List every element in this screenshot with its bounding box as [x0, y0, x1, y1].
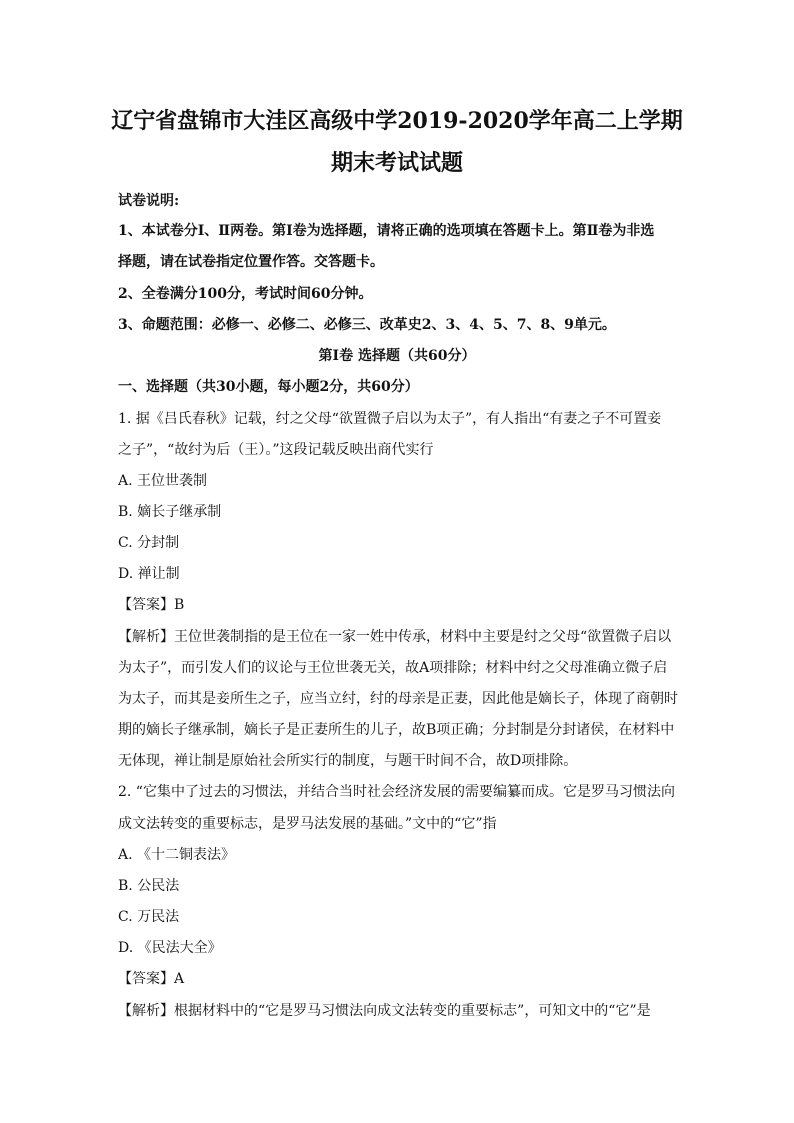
- question-1-option-c: C. 分封制: [118, 535, 180, 551]
- doc-title-line1: 辽宁省盘锦市大洼区高级中学2019-2020学年高二上学期: [111, 108, 683, 134]
- question-1-option-d: D. 禅让制: [118, 566, 180, 582]
- question-1-stem: 之子”，“故纣为后（王）。”这段记载反映出商代实行: [118, 442, 434, 458]
- question-1-analysis: 【解析】王位世袭制指的是王位在一家一姓中传承，材料中主要是纣之父母“欲置微子启以: [118, 629, 672, 645]
- question-1-analysis: 为太子”，而引发人们的议论与王位世袭无关，故A项排除；材料中纣之父母准确立微子启: [118, 660, 668, 676]
- question-2-option-b: B. 公民法: [118, 878, 180, 894]
- question-1-answer: 【答案】B: [118, 597, 185, 613]
- instructions-heading: 试卷说明:: [118, 193, 180, 209]
- question-1-analysis: 为太子，而其是妾所生之子，应当立纣，纣的母亲是正妻，因此他是嫡长子，体现了商朝时: [118, 691, 678, 707]
- doc-title-line2: 期末考试试题: [330, 150, 463, 176]
- question-1-option-a: A. 王位世袭制: [118, 473, 208, 489]
- section-title: 第Ⅰ卷 选择题（共60分）: [318, 348, 476, 364]
- section-part-heading: 一、选择题（共30小题，每小题2分，共60分）: [118, 379, 419, 395]
- question-1-stem: 1. 据《吕氏春秋》记载，纣之父母“欲置微子启以为太子”，有人指出“有妻之子不可置妾: [118, 411, 662, 427]
- question-1-analysis: 期的嫡长子继承制，嫡长子是正妻所生的儿子，故B项正确；分封制是分封诸侯，在材料中: [118, 722, 675, 738]
- instruction-item: 择题，请在试卷指定位置作答。交答题卡。: [118, 254, 384, 270]
- question-2-option-d: D. 《民法大全》: [118, 940, 222, 956]
- instruction-item: 1、本试卷分Ⅰ、Ⅱ两卷。第Ⅰ卷为选择题，请将正确的选项填在答题卡上。第Ⅱ卷为非选: [118, 223, 655, 239]
- question-2-option-a: A. 《十二铜表法》: [118, 847, 236, 863]
- question-2-analysis: 【解析】根据材料中的“它是罗马习惯法向成文法转变的重要标志”，可知文中的“它”是: [118, 1003, 651, 1019]
- instruction-item: 3、命题范围：必修一、必修二、必修三、改革史2、3、4、5、7、8、9单元。: [118, 317, 616, 333]
- question-2-answer: 【答案】A: [118, 971, 185, 987]
- question-2-stem: 2. “它集中了过去的习惯法，并结合当时社会经济发展的需要编纂而成。它是罗马习惯法向: [118, 784, 675, 800]
- question-2-option-c: C. 万民法: [118, 909, 180, 925]
- question-1-analysis: 无体现，禅让制是原始社会所实行的制度，与题干时间不合，故D项排除。: [118, 753, 578, 769]
- question-2-stem: 成文法转变的重要标志，是罗马法发展的基础。”文中的“它”指: [118, 816, 497, 832]
- question-1-option-b: B. 嫡长子继承制: [118, 504, 222, 520]
- instruction-item: 2、全卷满分100分，考试时间60分钟。: [118, 286, 373, 302]
